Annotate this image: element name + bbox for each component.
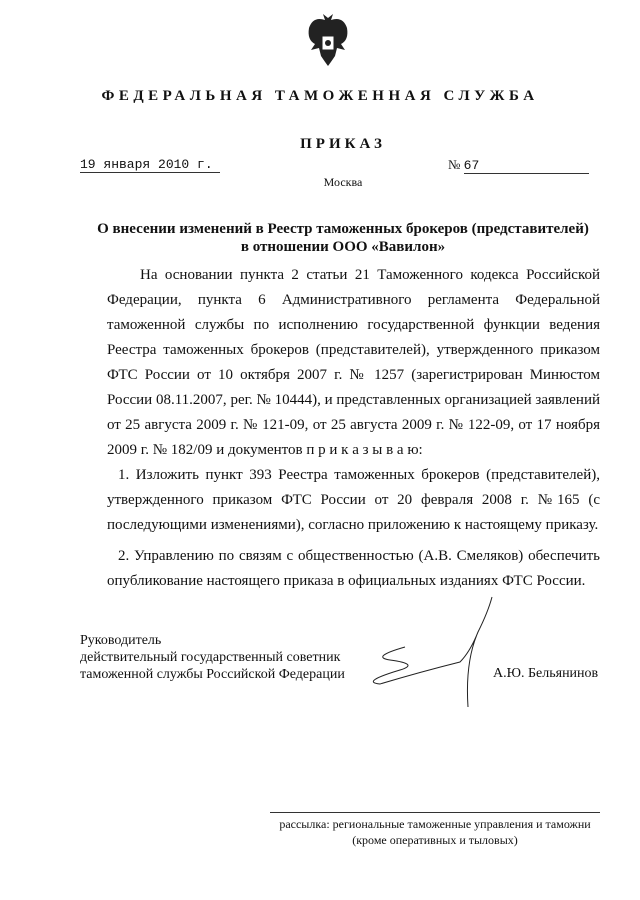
order-body: [107, 263, 600, 594]
body-line: рег. № 10444), и представленных организацией заявлений от 25 августа 2009 г.: [107, 392, 601, 433]
body-line: Федерации, пункта 6 Административного регламента Федеральной таможенной: [107, 292, 600, 333]
body-line: 1. Изложить пункт 393 Реестра таможенных брокеров (представителей),: [118, 467, 600, 483]
body-line: На основании пункта 2 статьи 21 Таможенного кодекса Российской: [140, 267, 600, 283]
body-line: брокеров (представителей), утвержденного приказом ФТС России от: [107, 342, 600, 383]
body-line: службы по исполнению государственной функции ведения Реестра таможенных: [107, 317, 600, 358]
coat-of-arms-emblem: [303, 10, 353, 70]
item-1-paragraph: [107, 463, 600, 538]
number-label: №: [448, 157, 461, 172]
distribution-area: [270, 812, 600, 848]
body-line: 2. Управлению по связям с общественностью (А.В. Смеляков) обеспечить: [118, 548, 600, 564]
title-line: в отношении ООО «Вавилон»: [240, 239, 446, 255]
signatory-line: таможенной службы Российской Федерации: [80, 667, 345, 682]
order-title: [0, 220, 640, 256]
preamble-paragraph: [107, 263, 600, 463]
body-line: 10 октября 2007 г. № 1257 (зарегистрирован Минюстом России 08.11.2007,: [107, 367, 601, 408]
city: Москва: [323, 175, 363, 189]
body-line: утвержденного приказом ФТС России от 20 февраля 2008 г. №165: [107, 492, 580, 508]
distribution-list: [270, 816, 600, 848]
body-line: опубликование настоящего приказа в официальных изданиях ФТС России.: [107, 573, 586, 589]
body-line: документов п р и к а з ы в а ю:: [227, 442, 423, 458]
agency-name: ФЕДЕРАЛЬНАЯ ТАМОЖЕННАЯ СЛУЖБА: [101, 88, 539, 104]
divider: [270, 812, 600, 813]
title-line: О внесении изменений в Реестр таможенных брокеров (представителей): [97, 221, 589, 237]
signatory-line: действительный государственный советник: [80, 650, 341, 665]
signatory-line: Руководитель: [80, 633, 162, 648]
number-value: 67: [464, 158, 589, 174]
distribution-line: рассылка: региональные таможенные управления и таможни: [279, 817, 591, 831]
order-date: 19 января 2010 г.: [80, 157, 220, 173]
signature-area: [80, 632, 600, 712]
item-2-paragraph: [107, 544, 600, 594]
body-line: № 121-09, от 25 августа 2009 г. № 122-09, от 17 ноября 2009 г. № 182/09 и: [107, 417, 600, 458]
handwritten-signature: [360, 592, 500, 712]
distribution-line: (кроме оперативных и тыловых): [352, 833, 518, 847]
signatory-name: А.Ю. Бельянинов: [493, 666, 599, 681]
body-line: (с последующими изменениями), согласно приложению к настоящему приказу.: [107, 492, 600, 533]
document-type: ПРИКАЗ: [300, 136, 386, 152]
order-number: [448, 157, 600, 174]
document-flow: [80, 263, 600, 848]
